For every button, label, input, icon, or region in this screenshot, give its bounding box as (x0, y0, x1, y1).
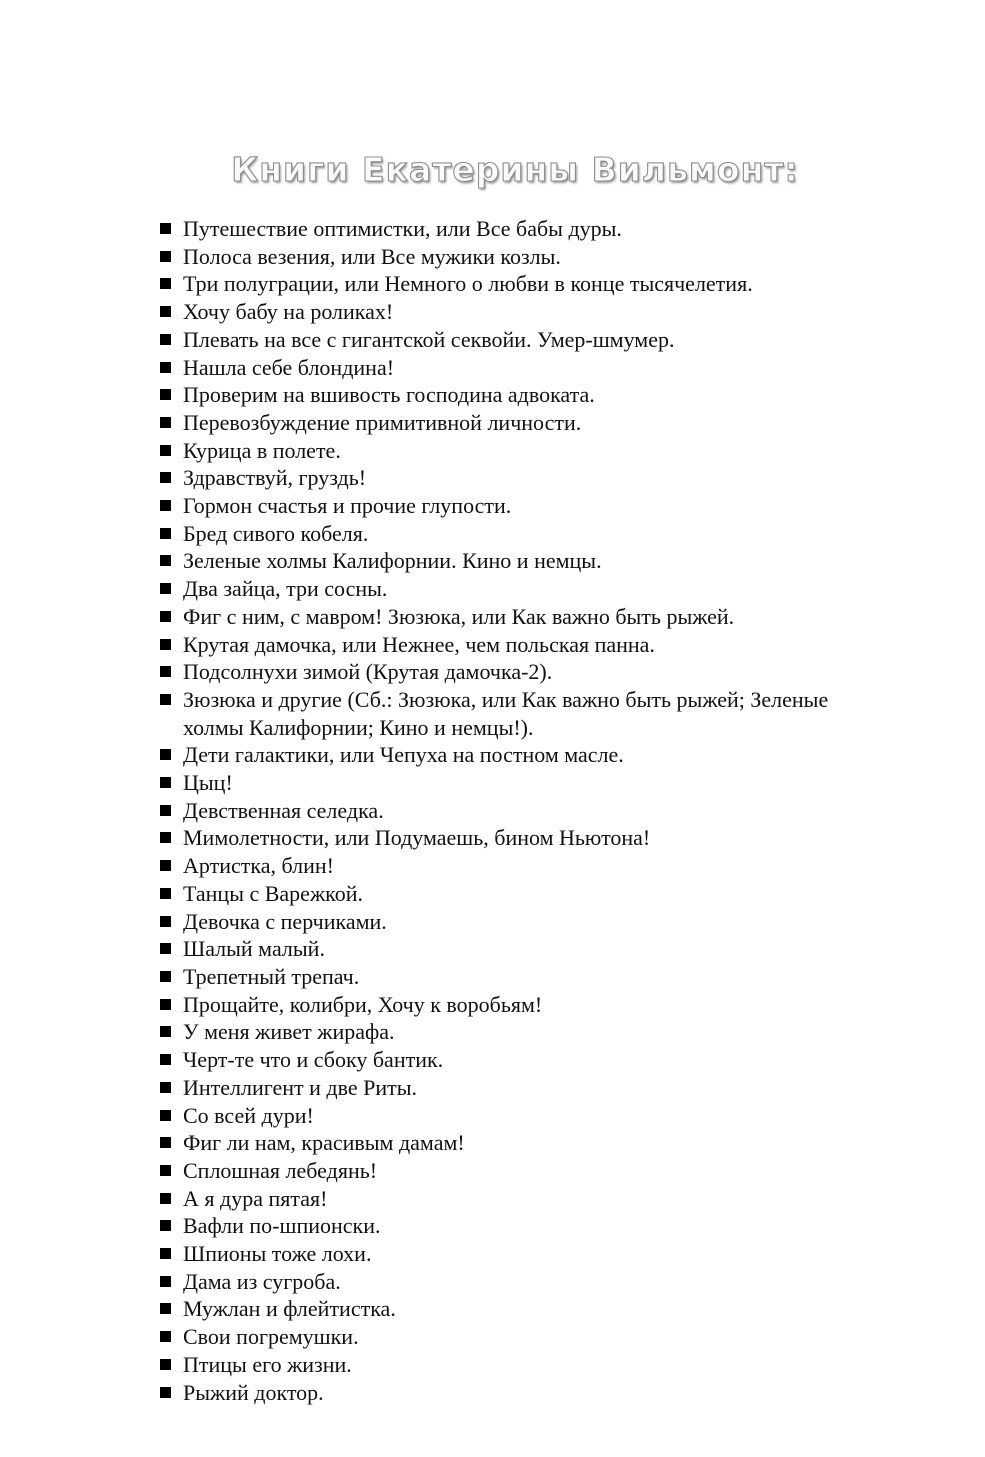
list-item (160, 1268, 866, 1296)
black-square-bullet-icon (160, 583, 171, 594)
list-item (160, 1351, 866, 1379)
black-square-bullet-icon (160, 888, 171, 899)
book-title: Девочка с перчиками. (183, 908, 387, 934)
black-square-bullet-icon (160, 251, 171, 262)
book-title: Бред сивого кобеля. (183, 520, 369, 546)
list-item (160, 243, 866, 271)
black-square-bullet-icon (160, 639, 171, 650)
black-square-bullet-icon (160, 445, 171, 456)
book-title: Перевозбуждение примитивной личности. (183, 409, 582, 435)
list-item (160, 658, 866, 686)
book-title: У меня живет жирафа. (183, 1019, 395, 1045)
list-item (160, 1157, 866, 1185)
list-item (160, 797, 866, 825)
black-square-bullet-icon (160, 362, 171, 373)
book-title: Шалый малый. (183, 936, 325, 962)
book-title: Гормон счастья и прочие глупости. (183, 493, 512, 519)
book-title: Путешествие оптимистки, или Все бабы дуры. (183, 216, 622, 241)
black-square-bullet-icon (160, 1276, 171, 1287)
book-title: Мимолетности, или Подумаешь, бином Ньютона! (183, 825, 651, 851)
book-title: Дети галактики, или Чепуха на постном масле. (183, 742, 624, 768)
black-square-bullet-icon (160, 1165, 171, 1176)
list-item (160, 409, 866, 437)
black-square-bullet-icon (160, 805, 171, 816)
black-square-bullet-icon (160, 916, 171, 927)
list-item (160, 686, 866, 741)
list-item (160, 908, 866, 936)
black-square-bullet-icon (160, 666, 171, 677)
list-item (160, 1212, 866, 1240)
book-title: Три полуграции, или Немного о любви в конце тысячелетия. (183, 271, 753, 297)
black-square-bullet-icon (160, 334, 171, 345)
book-title: Крутая дамочка, или Нежнее, чем польская панна. (183, 631, 655, 657)
black-square-bullet-icon (160, 1110, 171, 1121)
black-square-bullet-icon (160, 1248, 171, 1259)
black-square-bullet-icon (160, 1054, 171, 1065)
black-square-bullet-icon (160, 694, 171, 705)
list-item (160, 935, 866, 963)
black-square-bullet-icon (160, 472, 171, 483)
black-square-bullet-icon (160, 1082, 171, 1093)
list-item (160, 1240, 866, 1268)
book-title: Прощайте, колибри, Хочу к воробьям! (183, 991, 543, 1017)
black-square-bullet-icon (160, 278, 171, 289)
list-item (160, 326, 866, 354)
list-item (160, 298, 866, 326)
list-item (160, 631, 866, 659)
list-item (160, 1018, 866, 1046)
list-item (160, 1379, 866, 1407)
black-square-bullet-icon (160, 1331, 171, 1342)
book-title: Зюзюка и другие (Сб.: Зюзюка, или Как важно быть рыжей; Зеленые холмы Калифорнии; Кино и немцы!). (183, 686, 829, 740)
list-item (160, 741, 866, 769)
black-square-bullet-icon (160, 999, 171, 1010)
book-title: Со всей дури! (183, 1102, 314, 1128)
black-square-bullet-icon (160, 1359, 171, 1370)
list-item (160, 547, 866, 575)
black-square-bullet-icon (160, 611, 171, 622)
list-item (160, 603, 866, 631)
book-title: Фиг ли нам, красивым дамам! (183, 1130, 465, 1156)
black-square-bullet-icon (160, 1220, 171, 1231)
book-title: Подсолнухи зимой (Крутая дамочка-2). (183, 659, 553, 685)
book-title: Проверим на вшивость господина адвоката. (183, 382, 595, 408)
list-item (160, 963, 866, 991)
black-square-bullet-icon (160, 832, 171, 843)
list-item (160, 520, 866, 548)
book-title: Трепетный трепач. (183, 963, 360, 989)
list-item (160, 215, 866, 243)
black-square-bullet-icon (160, 417, 171, 428)
book-title: Хочу бабу на роликах! (183, 299, 394, 325)
book-title: Зеленые холмы Калифорнии. Кино и немцы. (183, 548, 602, 574)
list-item (160, 354, 866, 382)
black-square-bullet-icon (160, 306, 171, 317)
black-square-bullet-icon (160, 1026, 171, 1037)
book-title: Рыжий доктор. (183, 1379, 324, 1405)
black-square-bullet-icon (160, 389, 171, 400)
list-item (160, 1323, 866, 1351)
list-item (160, 270, 866, 298)
list-item (160, 1129, 866, 1157)
black-square-bullet-icon (160, 777, 171, 788)
black-square-bullet-icon (160, 749, 171, 760)
book-title: Свои погремушки. (183, 1324, 359, 1350)
list-item (160, 1102, 866, 1130)
book-title: Девственная селедка. (183, 797, 384, 823)
black-square-bullet-icon (160, 971, 171, 982)
book-title: Полоса везения, или Все мужики козлы. (183, 243, 561, 269)
list-item (160, 852, 866, 880)
book-title: Танцы с Варежкой. (183, 880, 363, 906)
list-item (160, 1185, 866, 1213)
list-item (160, 575, 866, 603)
black-square-bullet-icon (160, 555, 171, 566)
black-square-bullet-icon (160, 1193, 171, 1204)
book-title: Сплошная лебедянь! (183, 1157, 378, 1183)
book-title: Курица в полете. (183, 437, 341, 463)
black-square-bullet-icon (160, 500, 171, 511)
black-square-bullet-icon (160, 1137, 171, 1148)
book-title: Черт-те что и сбоку бантик. (183, 1047, 444, 1073)
list-item (160, 464, 866, 492)
page-title: Книги Екатерины Вильмонт: (231, 150, 799, 189)
list-item (160, 1046, 866, 1074)
list-item (160, 1295, 866, 1323)
list-item (160, 824, 866, 852)
book-title: Птицы его жизни. (183, 1351, 352, 1377)
black-square-bullet-icon (160, 943, 171, 954)
list-item (160, 492, 866, 520)
book-title: Дама из сугроба. (183, 1268, 341, 1294)
book-title: Интеллигент и две Риты. (183, 1074, 418, 1100)
black-square-bullet-icon (160, 860, 171, 871)
book-title: Цыц! (183, 770, 233, 796)
list-item (160, 1074, 866, 1102)
list-item (160, 769, 866, 797)
book-title: А я дура пятая! (183, 1185, 328, 1211)
book-title: Шпионы тоже лохи. (183, 1241, 372, 1267)
book-title: Фиг с ним, с мавром! Зюзюка, или Как важно быть рыжей. (183, 603, 735, 629)
black-square-bullet-icon (160, 528, 171, 539)
black-square-bullet-icon (160, 223, 171, 234)
book-title: Два зайца, три сосны. (183, 576, 388, 602)
list-item (160, 437, 866, 465)
book-title: Нашла себе блондина! (183, 354, 395, 380)
list-item (160, 991, 866, 1019)
book-title: Плевать на все с гигантской секвойи. Умер-шмумер. (183, 326, 675, 352)
black-square-bullet-icon (160, 1303, 171, 1314)
book-title: Здравствуй, груздь! (183, 465, 367, 491)
book-title: Артистка, блин! (183, 853, 334, 879)
list-item (160, 880, 866, 908)
black-square-bullet-icon (160, 1387, 171, 1398)
book-list (160, 215, 866, 1406)
list-item (160, 381, 866, 409)
book-title: Мужлан и флейтистка. (183, 1296, 396, 1322)
book-title: Вафли по-шпионски. (183, 1213, 381, 1239)
